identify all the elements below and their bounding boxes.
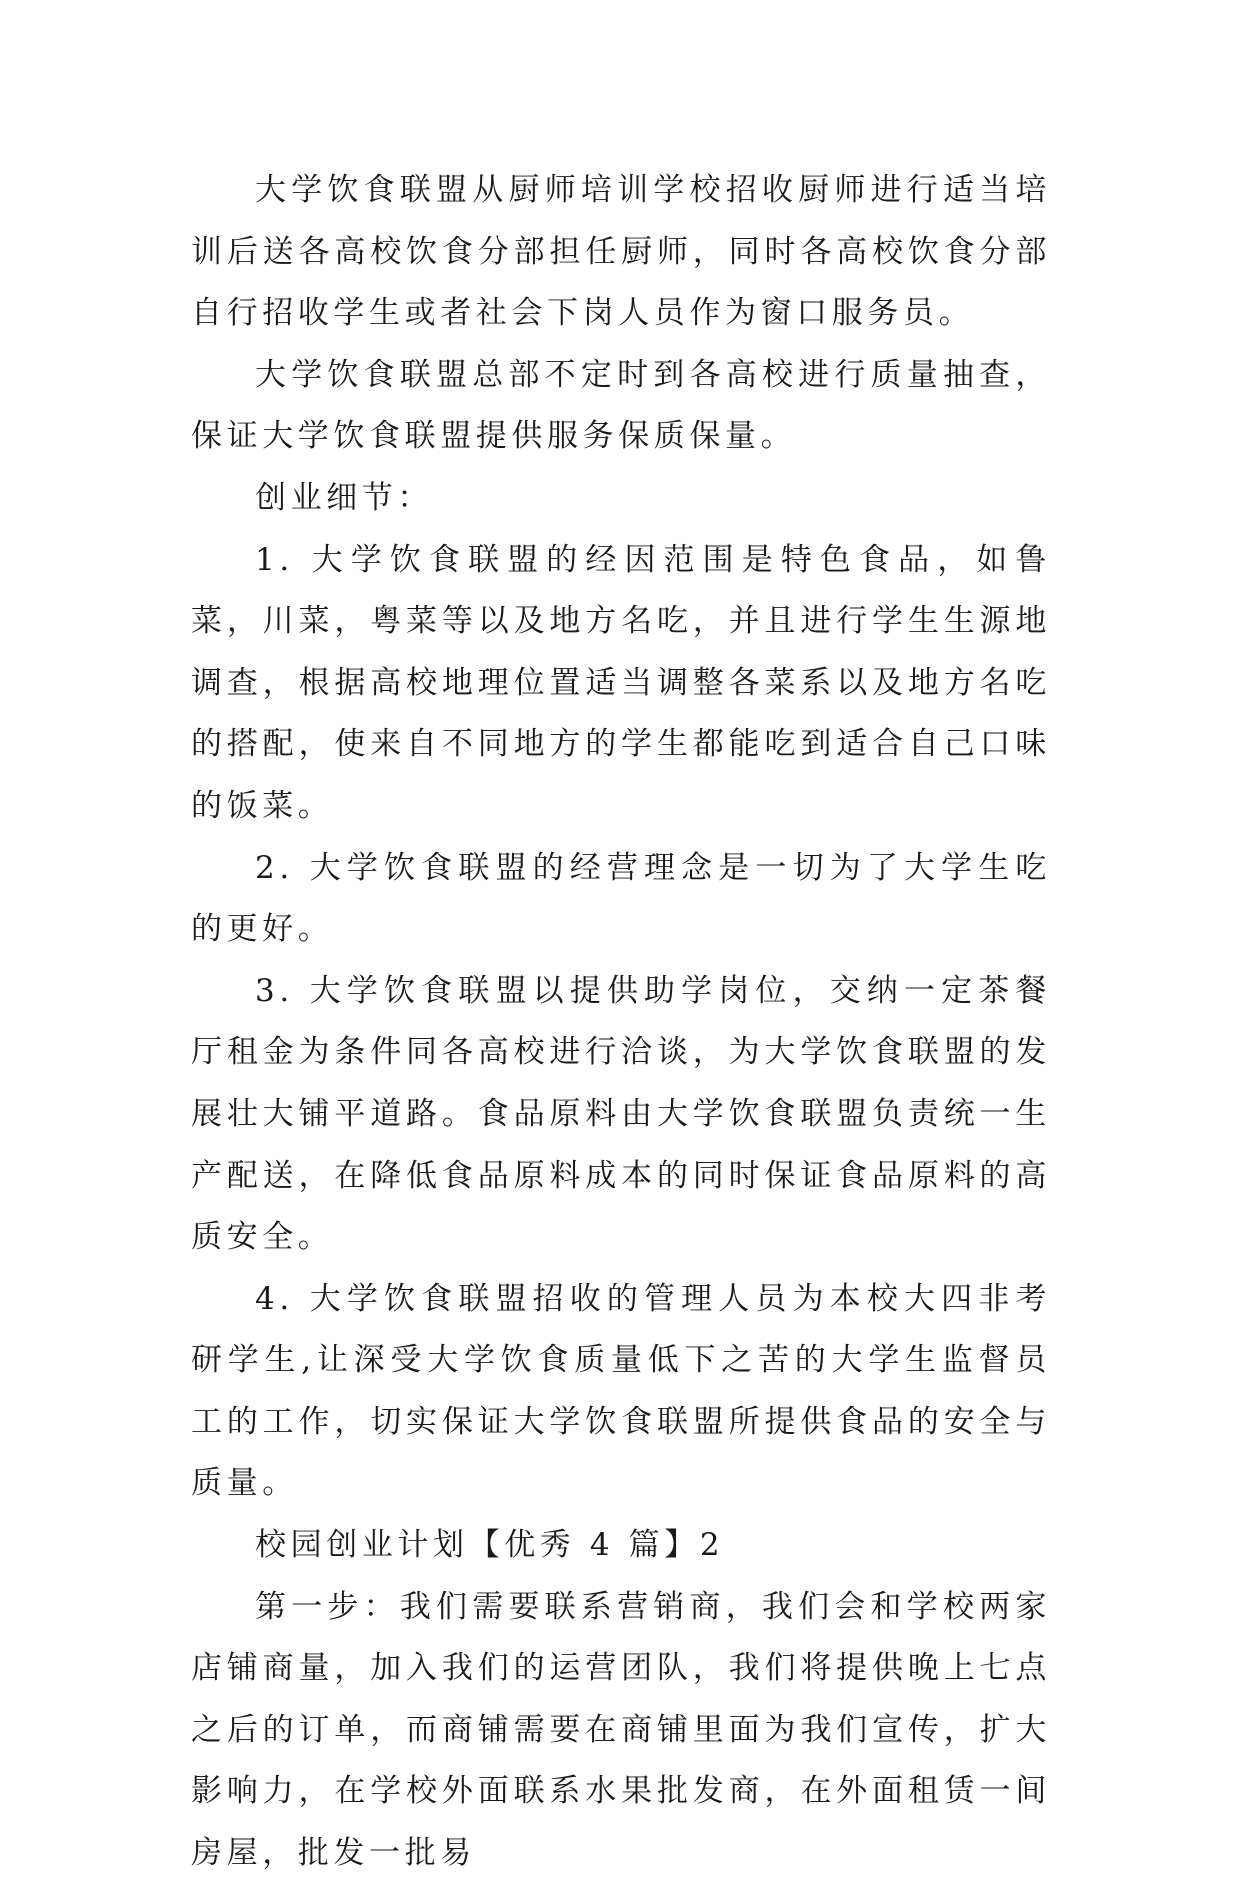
document-body: [191, 160, 1051, 1885]
paragraph-detail-2: 2. 大学饮食联盟的经营理念是一切为了大学生吃的更好。: [191, 849, 1051, 948]
paragraph-quality-inspection: 大学饮食联盟总部不定时到各高校进行质量抽查，保证大学饮食联盟提供服务保质保量。: [191, 356, 1051, 455]
paragraph-startup-details-heading: 创业细节：: [255, 479, 433, 516]
paragraph-detail-4: 4. 大学饮食联盟招收的管理人员为本校大四非考研学生,让深受大学饮食质量低下之苦的大学生监督员工的工作，切实保证大学饮食联盟所提供食品的安全与质量。: [191, 1280, 1051, 1502]
paragraph-step-one: 第一步：我们需要联系营销商，我们会和学校两家店铺商量，加入我们的运营团队，我们将提供晚上七点之后的订单，而商铺需要在商铺里面为我们宣传，扩大影响力，在学校外面联系水果批发商，在外面租赁一间房屋，批发一批易: [191, 1588, 1051, 1872]
paragraph-chef-recruitment: 大学饮食联盟从厨师培训学校招收厨师进行适当培训后送各高校饮食分部担任厨师，同时各高校饮食分部自行招收学生或者社会下岗人员作为窗口服务员。: [191, 172, 1051, 332]
section-heading: 校园创业计划【优秀 4 篇】2: [255, 1527, 725, 1564]
paragraph-detail-1: 1. 大学饮食联盟的经因范围是特色食品，如鲁菜，川菜，粤菜等以及地方名吃，并且进行学生生源地调查，根据高校地理位置适当调整各菜系以及地方名吃的搭配，使来自不同地方的学生都能吃到适合自己口味的饭菜。: [191, 541, 1051, 824]
paragraph-detail-3: 3. 大学饮食联盟以提供助学岗位，交纳一定茶餐厅租金为条件同各高校进行洽谈，为大学饮食联盟的发展壮大铺平道路。食品原料由大学饮食联盟负责统一生产配送，在降低食品原料成本的同时保证食品原料的高质安全。: [191, 972, 1051, 1256]
